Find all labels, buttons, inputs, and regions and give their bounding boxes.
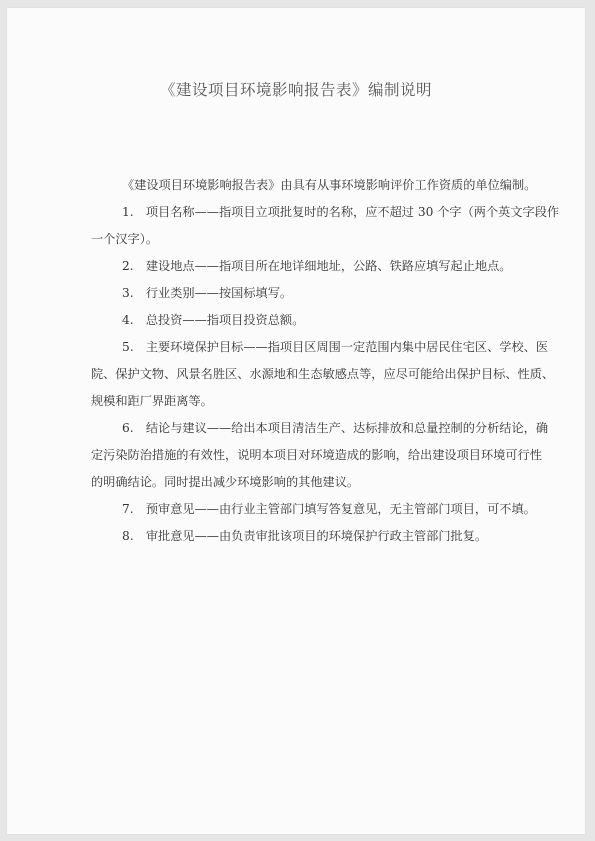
item-5-line-1: 5. 主要环境保护目标——指项目区周围一定范围内集中居民住宅区、学校、医 xyxy=(122,340,549,354)
intro-line: 《建设项目环境影响报告表》由具有从事环境影响评价工作资质的单位编制。 xyxy=(122,178,537,192)
item-6-line-1: 6. 结论与建议——给出本项目清洁生产、达标排放和总量控制的分析结论，确 xyxy=(122,421,549,435)
item-1-line-2: 一个汉字）。 xyxy=(91,232,159,246)
item-4-line-1: 4. 总投资——指项目投资总额。 xyxy=(122,313,305,327)
item-8-line-1: 8. 审批意见——由负责审批该项目的环境保护行政主管部门批复。 xyxy=(122,529,488,543)
document-title: 《建设项目环境影响报告表》编制说明 xyxy=(159,81,432,99)
item-4 xyxy=(91,307,551,334)
document-body xyxy=(91,172,560,550)
item-8 xyxy=(91,523,551,550)
item-6-line-2: 定污染防治措施的有效性，说明本项目对环境造成的影响，给出建设项目环境可行性 xyxy=(91,448,542,462)
item-5-line-3: 规模和距厂界距离等。 xyxy=(91,394,213,408)
item-5 xyxy=(91,334,555,415)
item-1 xyxy=(91,199,560,253)
intro-paragraph xyxy=(91,172,551,199)
item-1-line-1: 1. 项目名称——指项目立项批复时的名称，应不超过 30 个字（两个英文字段作 xyxy=(122,205,560,219)
item-6-line-3: 的明确结论。同时提出减少环境影响的其他建议。 xyxy=(91,475,360,489)
item-3-line-1: 3. 行业类别——按国标填写。 xyxy=(122,286,293,300)
item-6 xyxy=(91,415,551,496)
item-7 xyxy=(91,496,551,523)
item-3 xyxy=(91,280,551,307)
item-7-line-1: 7. 预审意见——由行业主管部门填写答复意见，无主管部门项目，可不填。 xyxy=(122,502,536,516)
item-2-line-1: 2. 建设地点——指项目所在地详细地址，公路、铁路应填写起止地点。 xyxy=(122,259,512,273)
item-2 xyxy=(91,253,551,280)
document-page xyxy=(7,8,585,834)
item-5-line-2: 院、保护文物、风景名胜区、水源地和生态敏感点等，应尽可能给出保护目标、性质、 xyxy=(91,367,555,381)
